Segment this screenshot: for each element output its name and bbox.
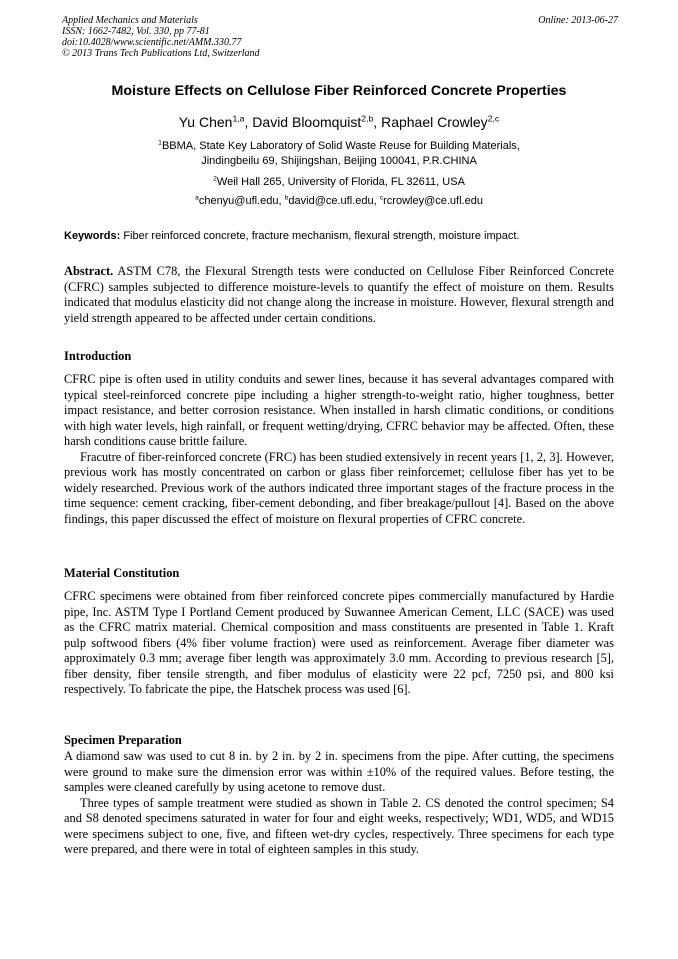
email-address[interactable]: rcrowley@ce.ufl.edu bbox=[383, 195, 483, 207]
journal-issn: ISSN: 1662-7482, Vol. 330, pp 77-81 bbox=[62, 26, 210, 37]
email-separator: , bbox=[373, 195, 380, 207]
paragraph: A diamond saw was used to cut 8 in. by 2 in. by 2 in. specimens from the pipe. After cutting, the specimens were ground to make sure the dimension error was within ±10% of the required values. Before testing, the samples were cleaned carefully by using acetone to remove dust. bbox=[64, 749, 614, 794]
abstract bbox=[64, 264, 614, 326]
keywords bbox=[64, 229, 618, 244]
affiliation-2 bbox=[0, 175, 678, 190]
affiliation-text: Weil Hall 265, University of Florida, FL 32611, USA bbox=[216, 176, 465, 188]
email-marker: b bbox=[284, 194, 289, 202]
section-heading-specimen: Specimen Preparation bbox=[64, 733, 182, 747]
journal-header bbox=[62, 15, 618, 59]
affiliation-marker: 1 bbox=[158, 139, 162, 147]
email-marker: c bbox=[379, 194, 384, 202]
affiliation-line: Jindingbeilu 69, Shijingshan, Beijing 100041, P.R.CHINA bbox=[201, 155, 477, 167]
paragraph: CFRC specimens were obtained from fiber reinforced concrete pipes commercially manufactured by Hardie pipe, Inc. ASTM Type I Portland Cement produced by Suwannee American Cement, LLC (SACE) was used as the CFRC matrix material. Chemical composition and mass constituents are presented in Table 1. Kraft pulp softwood fibers (4% fiber volume fraction) were used as reinforcement. Average fiber diameter was approximately 0.3 mm; average fiber length was approximately 3.0 mm. According to previous research [5], fiber density, fiber tensile strength, and fiber modulus of elasticity were 22 pcf, 7250 psi, and 800 ksi respectively. To fabricate the pipe, the Hatschek process was used [6]. bbox=[64, 589, 614, 696]
section-heading-material: Material Constitution bbox=[64, 566, 180, 580]
journal-name: Applied Mechanics and Materials bbox=[62, 15, 198, 26]
keywords-label: Keywords: bbox=[64, 230, 121, 242]
journal-doi: doi:10.4028/www.scientific.net/AMM.330.77 bbox=[62, 37, 242, 48]
journal-info bbox=[62, 15, 618, 59]
author-name: David Bloomquist bbox=[252, 114, 362, 130]
email-address[interactable]: david@ce.ufl.edu bbox=[288, 195, 374, 207]
author-list bbox=[0, 112, 678, 132]
author-name: Raphael Crowley bbox=[381, 114, 488, 130]
journal-copyright: © 2013 Trans Tech Publications Ltd, Switzerland bbox=[62, 48, 260, 59]
abstract-text: ASTM C78, the Flexural Strength tests were conducted on Cellulose Fiber Reinforced Concrete (CFRC) samples subjected to difference moisture-levels to quantify the effect of moisture on them. Results indicated that modulus elasticity did not change along the increase in moisture. However, flexural strength and yield strength appeared to be affected under certain conditions. bbox=[64, 264, 615, 325]
paper-title: Moisture Effects on Cellulose Fiber Reinforced Concrete Properties bbox=[111, 83, 567, 99]
keywords-text: Fiber reinforced concrete, fracture mechanism, flexural strength, moisture impact. bbox=[123, 230, 520, 242]
author-separator: , bbox=[373, 114, 382, 130]
affiliation-text: BBMA, State Key Laboratory of Solid Waste Reuse for Building Materials, bbox=[161, 140, 520, 152]
paragraph: Fracutre of fiber-reinforced concrete (FRC) has been studied extensively in recent years [1, 2, 3]. However, previous work has mostly concentrated on carbon or glass fiber reinforcemet; cellulose fiber has yet to be widely researched. Previous work of the authors indicated three important stages of the fracture process in the time sequence: cement cracking, fiber-cement debonding, and fiber breakage/pullout [4]. Based on the above findings, this paper discussed the effect of moisture on flexural properties of CFRC concrete. bbox=[64, 449, 614, 526]
email-address[interactable]: chenyu@ufl.edu bbox=[198, 195, 279, 207]
paragraph: CFRC pipe is often used in utility conduits and sewer lines, because it has several advantages compared with typical steel-reinforced concrete pipe including a higher strength-to-weight ratio, higher toughness, better impact resistance, and better corrosion resistance. When installed in harsh climatic conditions, or conditions with high water levels, high rainfall, or frequent wetting/drying, CFRC behavior may be affected. Often, these harsh conditions cause brittle failure. bbox=[64, 372, 614, 448]
email-separator: , bbox=[278, 195, 285, 207]
author-affiliation-marker: 1,a bbox=[232, 113, 245, 124]
section-body-introduction bbox=[64, 372, 614, 527]
paragraph: Three types of sample treatment were studied as shown in Table 2. CS denoted the control specimen; S4 and S8 denoted specimens saturated in water for four and eight weeks, respectively; WD1, WD5, and WD15 were specimens subject to one, five, and fifteen wet-dry cycles, respectively. Three specimens for each type were prepared, and there were in total of eighteen samples in this study. bbox=[64, 795, 614, 856]
author-separator: , bbox=[244, 114, 253, 130]
section-heading-introduction: Introduction bbox=[64, 349, 132, 363]
affiliation-line bbox=[0, 139, 678, 154]
author-name: Yu Chen bbox=[178, 114, 233, 130]
abstract-label: Abstract. bbox=[64, 264, 114, 278]
section-body-specimen bbox=[64, 749, 614, 858]
author-emails bbox=[0, 194, 678, 209]
author-affiliation-marker: 2,b bbox=[361, 113, 374, 124]
online-date: Online: 2013-06-27 bbox=[538, 15, 618, 26]
affiliation-1 bbox=[0, 139, 678, 169]
affiliation-marker: 2 bbox=[213, 175, 217, 183]
author-affiliation-marker: 2,c bbox=[487, 113, 500, 124]
email-marker: a bbox=[195, 194, 199, 202]
section-body-material bbox=[64, 589, 614, 698]
